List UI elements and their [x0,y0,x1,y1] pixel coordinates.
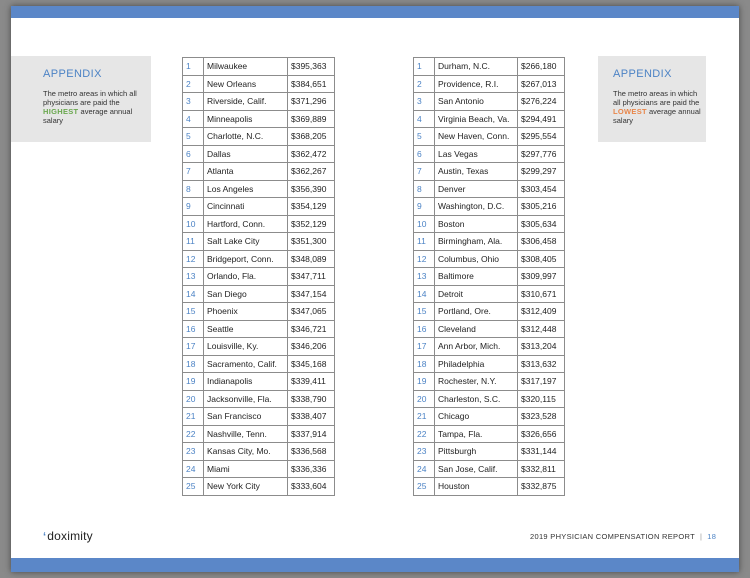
rank-cell: 11 [414,233,435,251]
table-row [414,408,565,426]
report-page [11,6,739,572]
salary-cell: $354,129 [288,198,335,216]
salary-cell: $332,811 [518,460,565,478]
city-cell: Bridgeport, Conn. [204,250,288,268]
salary-cell: $303,454 [518,180,565,198]
rank-cell: 24 [183,460,204,478]
salary-cell: $346,721 [288,320,335,338]
rank-cell: 4 [183,110,204,128]
salary-cell: $333,604 [288,478,335,496]
salary-cell: $326,656 [518,425,565,443]
rank-cell: 2 [414,75,435,93]
city-cell: Detroit [435,285,518,303]
lowest-highlight: LOWEST [613,107,647,116]
rank-cell: 17 [414,338,435,356]
city-cell: Birmingham, Ala. [435,233,518,251]
appendix-description [43,89,143,125]
table-row [414,338,565,356]
city-cell: Sacramento, Calif. [204,355,288,373]
city-cell: Atlanta [204,163,288,181]
rank-cell: 5 [414,128,435,146]
rank-cell: 3 [414,93,435,111]
table-row [183,373,335,391]
rank-cell: 14 [414,285,435,303]
salary-cell: $323,528 [518,408,565,426]
table-row [414,145,565,163]
appendix-title: APPENDIX [43,68,102,80]
salary-cell: $276,224 [518,93,565,111]
salary-cell: $310,671 [518,285,565,303]
city-cell: Phoenix [204,303,288,321]
appendix-panel-lowest [598,56,706,142]
table-row [183,145,335,163]
rank-cell: 22 [414,425,435,443]
table-row [414,180,565,198]
city-cell: Orlando, Fla. [204,268,288,286]
rank-cell: 19 [183,373,204,391]
salary-cell: $297,776 [518,145,565,163]
logo-mark-icon: ʻ [43,531,47,543]
desc-prefix: The metro areas in which all physicians are paid the [43,89,137,107]
rank-cell: 7 [414,163,435,181]
salary-cell: $384,651 [288,75,335,93]
rank-cell: 16 [183,320,204,338]
table-row [183,198,335,216]
city-cell: Durham, N.C. [435,58,518,76]
logo-text: doximity [47,529,93,543]
doximity-logo [43,529,93,543]
rank-cell: 15 [183,303,204,321]
rank-cell: 5 [183,128,204,146]
rank-cell: 23 [183,443,204,461]
appendix-title: APPENDIX [613,68,672,80]
salary-cell: $338,407 [288,408,335,426]
salary-cell: $312,448 [518,320,565,338]
city-cell: Indianapolis [204,373,288,391]
table-row [183,268,335,286]
table-row [183,390,335,408]
rank-cell: 6 [183,145,204,163]
table-row [183,320,335,338]
rank-cell: 1 [414,58,435,76]
salary-cell: $331,144 [518,443,565,461]
table-row [414,233,565,251]
table-row [414,110,565,128]
table-row [183,303,335,321]
rank-cell: 17 [183,338,204,356]
rank-cell: 9 [183,198,204,216]
rank-cell: 6 [414,145,435,163]
salary-cell: $369,889 [288,110,335,128]
rank-cell: 10 [414,215,435,233]
salary-cell: $345,168 [288,355,335,373]
salary-cell: $309,997 [518,268,565,286]
city-cell: Pittsburgh [435,443,518,461]
appendix-panel-highest [11,56,151,142]
table-row [183,338,335,356]
salary-cell: $336,568 [288,443,335,461]
salary-cell: $320,115 [518,390,565,408]
city-cell: San Diego [204,285,288,303]
city-cell: Charleston, S.C. [435,390,518,408]
table-row [414,163,565,181]
city-cell: Cincinnati [204,198,288,216]
rank-cell: 16 [414,320,435,338]
city-cell: San Antonio [435,93,518,111]
table-row [414,198,565,216]
salary-cell: $306,458 [518,233,565,251]
salary-cell: $395,363 [288,58,335,76]
salary-cell: $305,216 [518,198,565,216]
salary-cell: $294,491 [518,110,565,128]
city-cell: Charlotte, N.C. [204,128,288,146]
salary-cell: $362,472 [288,145,335,163]
city-cell: Tampa, Fla. [435,425,518,443]
city-cell: Hartford, Conn. [204,215,288,233]
city-cell: Baltimore [435,268,518,286]
table-row [183,163,335,181]
footer-separator: | [699,532,703,541]
rank-cell: 13 [183,268,204,286]
rank-cell: 18 [414,355,435,373]
salary-cell: $338,790 [288,390,335,408]
city-cell: Salt Lake City [204,233,288,251]
table-row [414,75,565,93]
rank-cell: 19 [414,373,435,391]
salary-cell: $266,180 [518,58,565,76]
city-cell: Washington, D.C. [435,198,518,216]
desc-suffix: average annual salary [613,107,701,125]
city-cell: Rochester, N.Y. [435,373,518,391]
rank-cell: 24 [414,460,435,478]
table-row [414,93,565,111]
city-cell: Columbus, Ohio [435,250,518,268]
table-row [414,215,565,233]
salary-cell: $308,405 [518,250,565,268]
city-cell: Boston [435,215,518,233]
city-cell: Cleveland [435,320,518,338]
salary-cell: $305,634 [518,215,565,233]
salary-cell: $336,336 [288,460,335,478]
table-row [414,443,565,461]
table-row [183,443,335,461]
city-cell: Houston [435,478,518,496]
rank-cell: 12 [414,250,435,268]
top-accent-bar [11,6,739,18]
city-cell: Milwaukee [204,58,288,76]
salary-cell: $312,409 [518,303,565,321]
bottom-accent-bar [11,558,739,572]
table-row [414,58,565,76]
table-row [183,180,335,198]
city-cell: New Haven, Conn. [435,128,518,146]
rank-cell: 1 [183,58,204,76]
city-cell: San Francisco [204,408,288,426]
city-cell: Miami [204,460,288,478]
salary-cell: $339,411 [288,373,335,391]
desc-prefix: The metro areas in which all physicians are paid the [613,89,700,107]
page-number: 18 [707,532,717,541]
table-row [183,58,335,76]
rank-cell: 4 [414,110,435,128]
city-cell: Jacksonville, Fla. [204,390,288,408]
rank-cell: 8 [183,180,204,198]
rank-cell: 23 [414,443,435,461]
table-row [414,320,565,338]
city-cell: Riverside, Calif. [204,93,288,111]
salary-cell: $337,914 [288,425,335,443]
rank-cell: 21 [414,408,435,426]
city-cell: Ann Arbor, Mich. [435,338,518,356]
report-title: 2019 PHYSICIAN COMPENSATION REPORT [530,532,695,541]
rank-cell: 2 [183,75,204,93]
salary-cell: $347,711 [288,268,335,286]
table-row [414,128,565,146]
city-cell: Las Vegas [435,145,518,163]
table-row [414,460,565,478]
rank-cell: 13 [414,268,435,286]
table-row [414,425,565,443]
salary-cell: $348,089 [288,250,335,268]
salary-cell: $346,206 [288,338,335,356]
city-cell: Austin, Texas [435,163,518,181]
lowest-salary-table [413,57,565,496]
salary-cell: $313,632 [518,355,565,373]
table-row [414,250,565,268]
rank-cell: 21 [183,408,204,426]
city-cell: Denver [435,180,518,198]
table-row [183,478,335,496]
highest-highlight: HIGHEST [43,107,79,116]
rank-cell: 7 [183,163,204,181]
rank-cell: 11 [183,233,204,251]
salary-cell: $313,204 [518,338,565,356]
city-cell: Philadelphia [435,355,518,373]
city-cell: San Jose, Calif. [435,460,518,478]
salary-cell: $371,296 [288,93,335,111]
city-cell: Portland, Ore. [435,303,518,321]
table-row [183,75,335,93]
city-cell: Seattle [204,320,288,338]
city-cell: Los Angeles [204,180,288,198]
rank-cell: 20 [414,390,435,408]
table-row [183,215,335,233]
table-row [183,460,335,478]
city-cell: New Orleans [204,75,288,93]
salary-cell: $267,013 [518,75,565,93]
rank-cell: 25 [183,478,204,496]
city-cell: Virginia Beach, Va. [435,110,518,128]
salary-cell: $347,065 [288,303,335,321]
table-row [183,408,335,426]
rank-cell: 10 [183,215,204,233]
salary-cell: $347,154 [288,285,335,303]
salary-cell: $368,205 [288,128,335,146]
city-cell: Nashville, Tenn. [204,425,288,443]
city-cell: Providence, R.I. [435,75,518,93]
salary-cell: $351,300 [288,233,335,251]
table-row [183,128,335,146]
table-row [183,355,335,373]
rank-cell: 18 [183,355,204,373]
city-cell: Louisville, Ky. [204,338,288,356]
rank-cell: 25 [414,478,435,496]
table-row [183,425,335,443]
rank-cell: 15 [414,303,435,321]
table-row [414,373,565,391]
table-row [183,285,335,303]
city-cell: Dallas [204,145,288,163]
desc-suffix: average annual salary [43,107,133,125]
highest-salary-table [182,57,335,496]
table-row [414,355,565,373]
salary-cell: $332,875 [518,478,565,496]
salary-cell: $362,267 [288,163,335,181]
table-row [414,390,565,408]
page-footer [530,532,716,541]
table-row [183,93,335,111]
rank-cell: 8 [414,180,435,198]
city-cell: New York City [204,478,288,496]
city-cell: Kansas City, Mo. [204,443,288,461]
salary-cell: $299,297 [518,163,565,181]
rank-cell: 14 [183,285,204,303]
table-row [183,250,335,268]
salary-cell: $295,554 [518,128,565,146]
rank-cell: 12 [183,250,204,268]
rank-cell: 9 [414,198,435,216]
table-row [414,303,565,321]
table-row [183,110,335,128]
rank-cell: 22 [183,425,204,443]
table-row [414,285,565,303]
appendix-description [613,89,705,125]
table-row [414,478,565,496]
salary-cell: $356,390 [288,180,335,198]
city-cell: Chicago [435,408,518,426]
salary-cell: $317,197 [518,373,565,391]
city-cell: Minneapolis [204,110,288,128]
table-row [414,268,565,286]
rank-cell: 20 [183,390,204,408]
salary-cell: $352,129 [288,215,335,233]
table-row [183,233,335,251]
rank-cell: 3 [183,93,204,111]
